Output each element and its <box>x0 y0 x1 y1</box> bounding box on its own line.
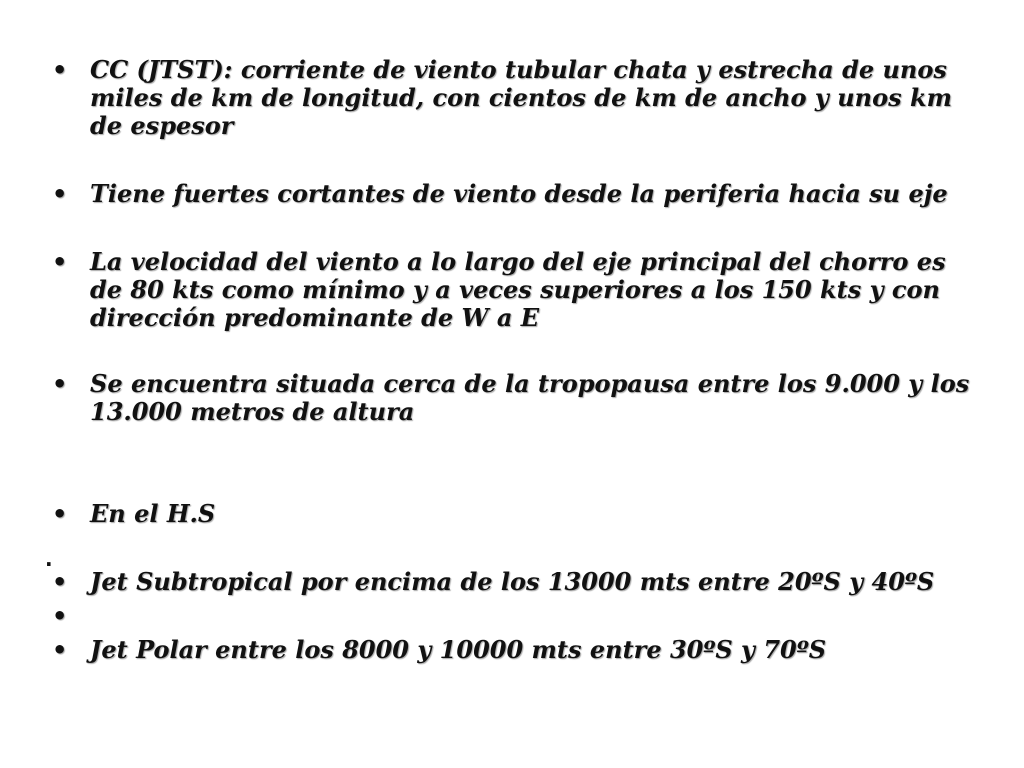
bullet-text: CC (JTST): corriente de viento tubular chata y estrecha de unos miles de km de longitud, con cientos de km de ancho y unos km de espesor <box>90 55 953 140</box>
bullet-icon: • <box>52 56 68 84</box>
bullet-icon: • <box>52 602 68 630</box>
stray-mark: . <box>45 547 53 571</box>
bullet-icon: • <box>52 370 68 398</box>
bullet-icon: • <box>52 248 68 276</box>
bullet-item <box>52 500 972 528</box>
bullet-text: Jet Polar entre los 8000 y 10000 mts entre 30ºS y 70ºS <box>90 635 827 664</box>
bullet-text: Tiene fuertes cortantes de viento desde la periferia hacia su eje <box>90 179 948 208</box>
bullet-text: Se encuentra situada cerca de la tropopausa entre los 9.000 y los 13.000 metros de altura <box>90 369 970 426</box>
bullet-icon: • <box>52 180 68 208</box>
bullet-item <box>52 636 972 664</box>
bullet-icon: • <box>52 500 68 528</box>
bullet-text: Jet Subtropical por encima de los 13000 mts entre 20ºS y 40ºS <box>90 567 935 596</box>
bullet-text: En el H.S <box>90 499 216 528</box>
bullet-item <box>52 248 972 332</box>
bullet-item <box>52 56 972 140</box>
bullet-icon: • <box>52 636 68 664</box>
bullet-item <box>52 180 972 208</box>
bullet-item <box>52 370 972 426</box>
bullet-icon: • <box>52 568 68 596</box>
bullet-item <box>52 568 972 596</box>
bullet-text: La velocidad del viento a lo largo del eje principal del chorro es de 80 kts como mínimo y a veces superiores a los 150 kts y con dirección predominante de W a E <box>90 247 946 332</box>
